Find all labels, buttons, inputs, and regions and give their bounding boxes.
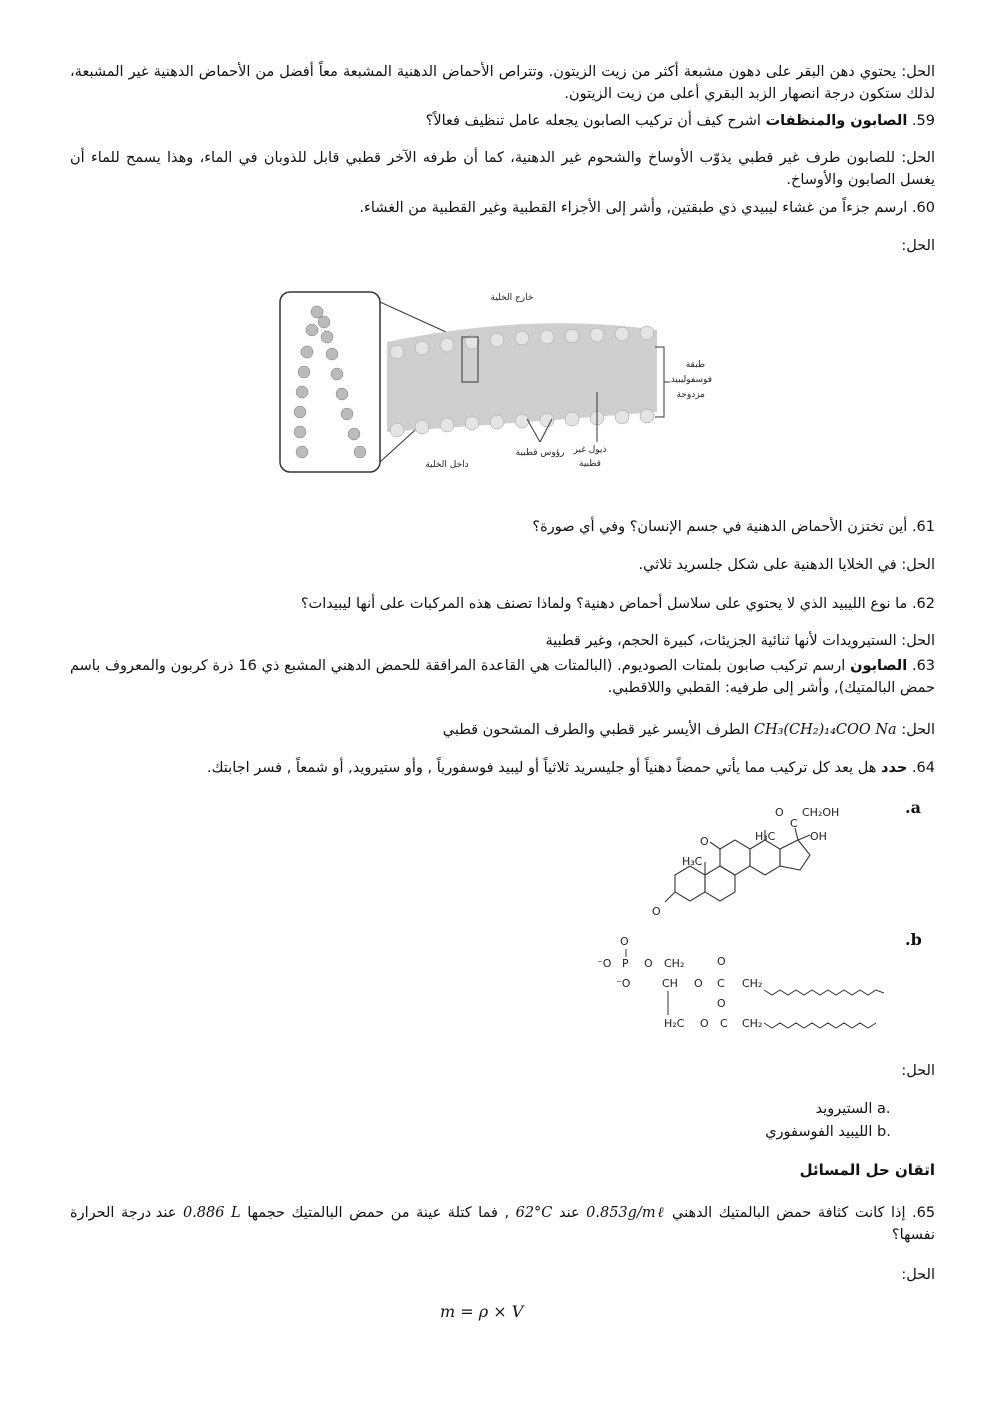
phospholipid-structure <box>592 935 892 1035</box>
atom: O <box>700 1017 709 1030</box>
atom: CH₂ <box>742 977 763 990</box>
volume-value: 0.886 L <box>182 1205 241 1221</box>
atom: C <box>790 817 798 830</box>
q60-answer: الحل: <box>901 238 935 254</box>
question-text: عند درجة الحرارة نفسها؟ <box>70 1205 935 1243</box>
atom: O <box>694 977 703 990</box>
question-text: عند <box>558 1205 580 1221</box>
q59-answer: الحل: للصابون طرف غير قطبي يذوّب الأوساخ والشحوم غير الدهنية، كما أن طرفه الآخر قطبي قابل للذوبان في الماء، وهذا يسمح للماء أن يغسل الصابون والأوساخ. <box>70 150 935 188</box>
atom: O <box>717 955 726 968</box>
atom: H₃C <box>682 855 703 868</box>
question-number: 64. <box>911 760 935 776</box>
lipid-bilayer-figure <box>272 282 717 477</box>
question-topic: حدد <box>881 760 908 776</box>
label-outside-cell: خارج الخلية <box>490 293 534 303</box>
question-text: ما نوع الليبيد الذي لا يحتوي على سلاسل أحماض دهنية؟ ولماذا تصنف هذه المركبات على أنها ليبيدات؟ <box>300 596 908 612</box>
atom: O <box>620 935 629 948</box>
label-bilayer-1: طبقة <box>685 360 705 370</box>
atom: C <box>717 977 725 990</box>
sodium-palmitate-formula: CH₃(CH₂)₁₄COO Na <box>753 722 897 738</box>
q63-answer <box>443 719 935 741</box>
label-inside-cell: داخل الخلية <box>425 460 469 470</box>
section-heading: اتقان حل المسائل <box>799 1161 935 1179</box>
atom: C <box>720 1017 728 1030</box>
atom: ⁻O <box>616 977 631 990</box>
question-number: 60. <box>911 200 935 216</box>
structure-b-label: .b <box>905 930 922 949</box>
atom: ⁻O <box>597 957 612 970</box>
atom: O <box>644 957 653 970</box>
atom: CH <box>662 977 678 990</box>
question-topic: الصابون والمنظفات <box>765 113 908 129</box>
list-item-text: الليبيد الفوسفوري <box>765 1124 873 1140</box>
question-text: , فما كتلة عينة من حمض البالمتيك حجمها <box>247 1205 510 1221</box>
question-text: هل يعد كل تركيب مما يأتي حمضاً دهنياً أو جليسريد ثلاثياً أو ليبيد فوسفورياً , وأو ستيرويد, أو شمعاً , فسر اجابتك. <box>206 760 877 776</box>
question-number: 62. <box>911 596 935 612</box>
question-text: ارسم تركيب صابون بلمتات الصوديوم. (البالمتات هي القاعدة المرافقة للحمض الدهني المشبع ذي 16 ذرة كربون والمعروف باسم حمض البالمتيك), وأشر إلى طرفيه: القطبي واللاقطبي. <box>70 658 935 696</box>
temperature-value: 62°C <box>515 1205 553 1221</box>
atom: H₂C <box>664 1017 685 1030</box>
question-63 <box>70 655 935 699</box>
structure-a-label: .a <box>905 798 921 817</box>
answer-item-b <box>765 1121 903 1144</box>
q64-answer-prefix: الحل: <box>901 1063 935 1079</box>
answer-text: الطرف الأيسر غير قطبي والطرف المشحون قطبي <box>442 722 750 738</box>
question-text: ارسم جزءاً من غشاء ليبيدي ذي طبقتين, وأشر إلى الأجزاء القطبية وغير القطبية من الغشاء. <box>359 200 908 216</box>
answer-prefix: الحل: <box>901 722 935 738</box>
steroid-structure <box>650 800 860 920</box>
question-59 <box>426 110 935 132</box>
atom: H₃C <box>755 830 776 843</box>
question-64 <box>207 757 935 779</box>
list-item-text: الستيرويد <box>815 1101 873 1117</box>
label-bilayer-2: فوسفوليبيد <box>670 375 712 385</box>
atom: CH₂ <box>664 957 685 970</box>
atom: CH₂OH <box>802 806 840 819</box>
atom: O <box>652 905 661 918</box>
q58-answer: الحل: يحتوي دهن البقر على دهون مشبعة أكثر من زيت الزيتون. وتتراص الأحماض الدهنية المشبعة معاً أفضل من الأحماض الدهنية غير المشبعة، لذلك ستكون درجة انصهار الزبد البقري أعلى من زيت الزيتون. <box>70 64 935 102</box>
q62-answer: الحل: الستيرويدات لأنها ثنائية الجزيئات، كبيرة الحجم، وغير قطبية <box>545 633 935 649</box>
question-61 <box>532 516 935 538</box>
list-marker: a. <box>877 1101 891 1117</box>
label-polar-heads: رؤوس قطبية <box>515 448 565 458</box>
atom: O <box>700 835 709 848</box>
question-65 <box>70 1202 935 1246</box>
atom: CH₂ <box>742 1017 763 1030</box>
question-62 <box>301 593 935 615</box>
question-60 <box>359 197 935 219</box>
label-nonpolar-tails-2: قطبية <box>579 459 601 469</box>
question-number: 59. <box>911 113 935 129</box>
list-marker: b. <box>877 1124 891 1140</box>
q65-answer-prefix: الحل: <box>901 1267 935 1283</box>
label-bilayer-3: مزدوجة <box>676 390 705 400</box>
question-text: أين تختزن الأحماض الدهنية في جسم الإنسان؟ وفي أي صورة؟ <box>532 519 908 535</box>
label-nonpolar-tails-1: ذيول غير <box>573 445 607 455</box>
answer-item-a <box>816 1098 903 1121</box>
atom: OH <box>810 830 827 843</box>
atom: O <box>717 997 726 1010</box>
question-number: 61. <box>911 519 935 535</box>
atom: O <box>775 806 784 819</box>
question-topic: الصابون <box>850 658 908 674</box>
question-number: 63. <box>911 658 936 674</box>
mass-formula: m = ρ × V <box>440 1302 524 1321</box>
atom: P <box>622 957 629 970</box>
density-value: 0.853g/mℓ <box>586 1205 666 1221</box>
question-number: 65. <box>912 1205 936 1221</box>
question-text: إذا كانت كثافة حمض البالمتيك الدهني <box>672 1205 906 1221</box>
question-text: اشرح كيف أن تركيب الصابون يجعله عامل تنظيف فعالاً؟ <box>425 113 761 129</box>
q61-answer: الحل: في الخلايا الدهنية على شكل جلسريد ثلاثي. <box>638 557 935 573</box>
